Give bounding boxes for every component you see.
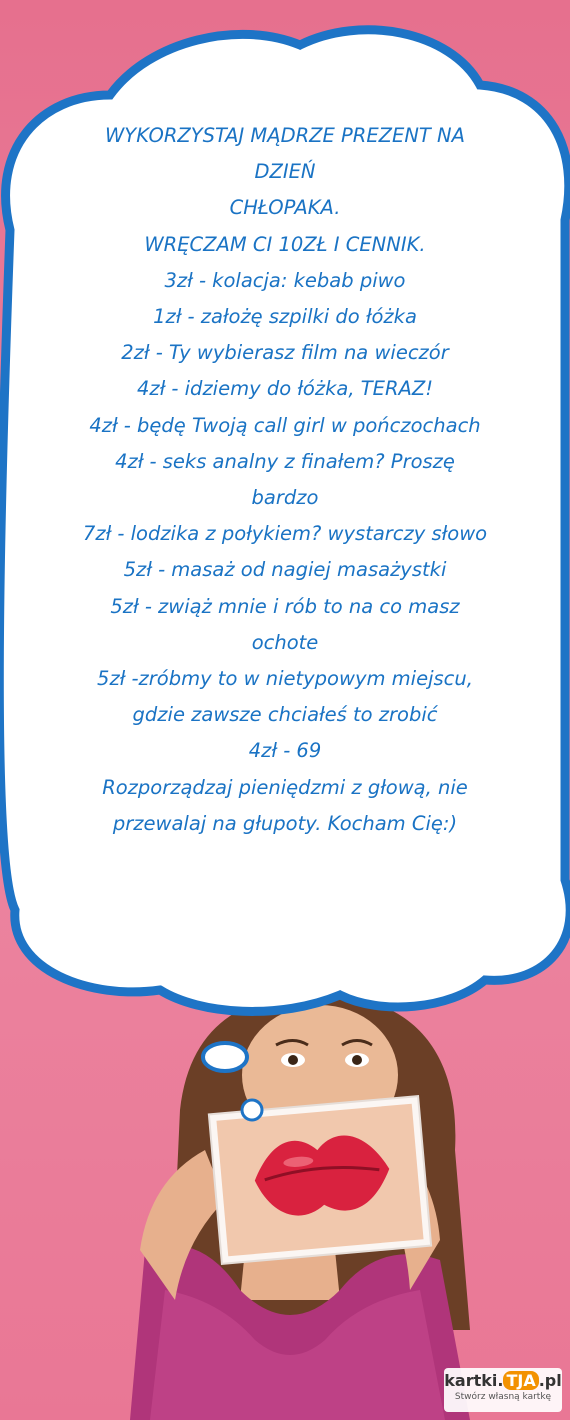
logo-tagline: Stwórz własną kartkę — [454, 1392, 552, 1402]
message-line: gdzie zawsze chciałeś to zrobić — [132, 703, 438, 727]
message-line: bardzo — [251, 486, 319, 510]
message-line: 3zł - kolacja: kebab piwo — [164, 268, 406, 292]
message-line: ochote — [251, 630, 319, 654]
logo-prefix: kartki. — [444, 1371, 504, 1390]
message-line: 5zł -zróbmy to w nietypowym miejscu, — [97, 667, 473, 691]
logo-mark: TJA — [503, 1371, 538, 1390]
message-line: 5zł - masaż od nagiej masażystki — [123, 558, 447, 582]
message-line: Rozporządzaj pieniędzmi z głową, nie — [102, 775, 468, 799]
message-line: przewalaj na głupoty. Kocham Cię:) — [112, 811, 458, 835]
message-line: 1zł - założę szpilki do łóżka — [153, 305, 417, 329]
message-line: 5zł - zwiąż mnie i rób to na co masz — [110, 594, 460, 618]
message-line: WRĘCZAM CI 10ZŁ I CENNIK. — [144, 232, 426, 256]
message-line: 7zł - lodzika z połykiem? wystarczy słowo — [82, 522, 488, 546]
logo-brand — [444, 1368, 562, 1390]
card-message — [20, 118, 550, 842]
message-line: 2zł - Ty wybierasz film na wieczór — [121, 341, 449, 365]
message-line: WYKORZYSTAJ MĄDRZE PREZENT NA — [105, 124, 465, 147]
logo-suffix: .pl — [538, 1371, 562, 1390]
message-line: CHŁOPAKA. — [229, 196, 341, 220]
message-line: 4zł - 69 — [248, 739, 322, 763]
message-line: 4zł - seks analny z finałem? Proszę — [115, 449, 455, 473]
message-line: DZIEŃ — [254, 160, 316, 184]
message-line: 4zł - będę Twoją call girl w pończochach — [89, 413, 481, 437]
message-line: 4zł - idziemy do łóżka, TERAZ! — [136, 377, 434, 401]
lips-photo — [209, 1096, 431, 1264]
kartki-logo[interactable] — [444, 1368, 562, 1412]
